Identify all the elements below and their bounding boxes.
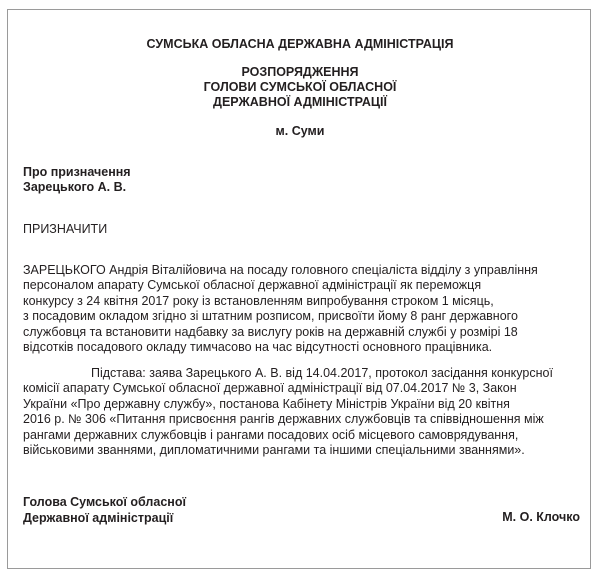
document-subject xyxy=(23,165,131,195)
document-title-line: ГОЛОВИ СУМСЬКОЇ ОБЛАСНОЇ xyxy=(203,80,397,94)
basis-line: комісії апарату Сумської обласної державної адміністрації від 07.04.2017 № 3, Закон xyxy=(23,381,517,396)
subject-line: Про призначення xyxy=(23,165,131,179)
basis-line: рангами державних службовців і рангами посадових осіб місцевого самоврядування, xyxy=(23,427,519,442)
basis-line: військовими званнями, дипломатичними рангами та іншими спеціальними званнями». xyxy=(23,443,525,458)
organization-heading: СУМСЬКА ОБЛАСНА ДЕРЖАВНА АДМІНІСТРАЦІЯ xyxy=(146,37,454,51)
paragraph-line: з посадовим окладом згідно зі штатним розписом, присвоїти йому 8 ранг державного xyxy=(23,309,518,324)
basis-line: України «Про державну службу», постанова Кабінету Міністрів України від 20 квітня xyxy=(23,396,510,411)
paragraph-line: ЗАРЕЦЬКОГО Андрія Віталійовича на посаду головного спеціаліста відділу з управління xyxy=(23,263,538,277)
document-title-line: ДЕРЖАВНОЇ АДМІНІСТРАЦІЇ xyxy=(213,95,387,109)
paragraph-line: службовця та встановити надбавку за вислугу років на державній службі у розмірі 18 xyxy=(23,324,518,339)
signatory-name: М. О. Клочко xyxy=(502,510,580,524)
city-label: м. Суми xyxy=(275,124,325,138)
paragraph-line: конкурсу з 24 квітня 2017 року із встановленням випробування строком 1 місяць, xyxy=(23,293,494,308)
subject-line: Зарецького А. В. xyxy=(23,180,127,194)
signatory-position-line: Голова Сумської обласної xyxy=(23,495,186,509)
paragraph-line: персоналом апарату Сумської обласної державної адміністрації як переможця xyxy=(23,278,482,293)
order-word: ПРИЗНАЧИТИ xyxy=(23,222,108,236)
main-paragraph xyxy=(23,263,583,355)
document-title-line: РОЗПОРЯДЖЕННЯ xyxy=(241,65,359,79)
basis-paragraph xyxy=(23,366,583,458)
signatory-position xyxy=(23,495,186,526)
document-title xyxy=(0,65,600,110)
basis-line: Підстава: заява Зарецького А. В. від 14.04.2017, протокол засідання конкурсної xyxy=(91,366,553,380)
basis-line: 2016 р. № 306 «Питання присвоєння рангів державних службовців та співвідношення між xyxy=(23,412,544,427)
paragraph-line: відсотків посадового окладу тимчасово на час відсутності основного працівника. xyxy=(23,340,493,355)
signatory-position-line: Державної адміністрації xyxy=(23,510,174,525)
